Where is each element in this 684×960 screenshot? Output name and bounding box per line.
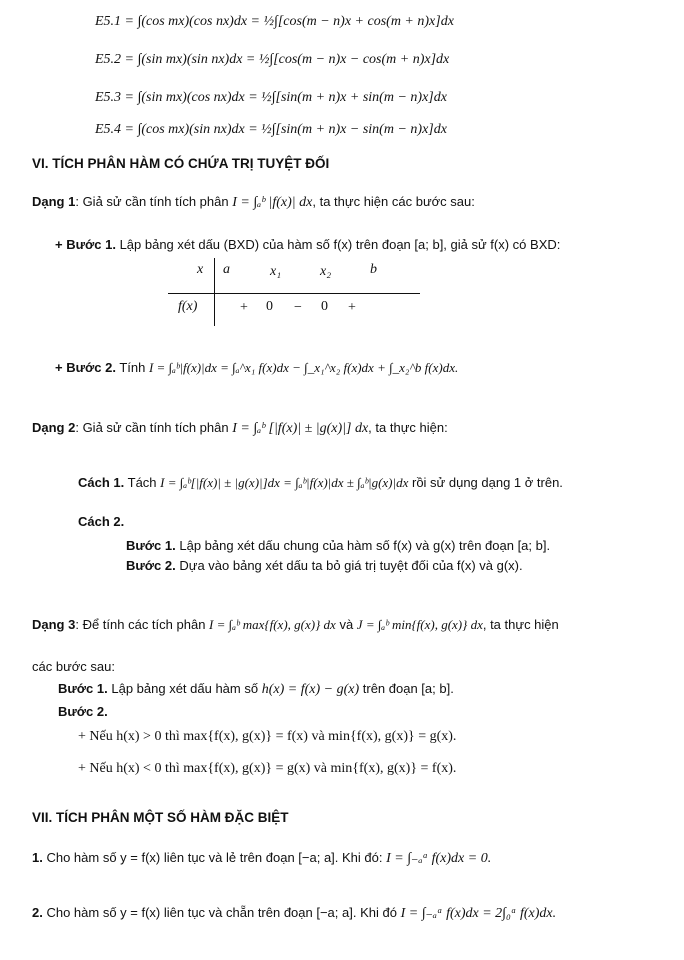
dang2-buoc1: [126, 538, 550, 553]
dang2-cach2-label: Cách 2.: [78, 514, 125, 529]
formula-e5-3: [95, 90, 447, 106]
dang2-label: Dạng 2: [32, 420, 76, 435]
section7-item1-formula: I = ∫₋ₐᵃ f(x)dx = 0.: [386, 851, 492, 866]
dang3-text-after: , ta thực hiện: [482, 617, 559, 632]
section7-item2: [32, 905, 556, 922]
formula-e5-2: [95, 52, 449, 68]
sign-table-row-label: f(x): [178, 299, 198, 314]
section-7-title: VII. TÍCH PHÂN MỘT SỐ HÀM ĐẶC BIỆT: [32, 810, 289, 825]
dang2-text-after: , ta thực hiện:: [368, 420, 448, 435]
dang2-buoc1-text: Lập bảng xét dấu chung của hàm số f(x) và g(x) trên đoạn [a; b].: [179, 538, 551, 553]
dang2-buoc1-label: Bước 1.: [126, 538, 176, 553]
dang1-text-after: , ta thực hiện các bước sau:: [312, 194, 475, 209]
dang2-buoc2-text: Dựa vào bảng xét dấu ta bỏ giá trị tuyệt đối của f(x) và g(x).: [179, 558, 523, 573]
dang3-buoc1-label: Bước 1.: [58, 681, 108, 696]
formula-e5-1-text: E5.1 = ∫(cos mx)(cos nx)dx = ½∫[cos(m − n)x + cos(m + n)x]dx: [95, 14, 454, 29]
sign-table-head-x: x: [197, 262, 204, 277]
formula-e5-4: [95, 122, 447, 138]
section7-item1-text: Cho hàm số y = f(x) liên tục và lẻ trên đoạn [−a; a]. Khi đó:: [46, 850, 383, 865]
section7-item2-formula: I = ∫₋ₐᵃ f(x)dx = 2∫₀ᵃ f(x)dx.: [400, 906, 557, 921]
dang3-buoc1-formula: h(x) = f(x) − g(x): [261, 682, 360, 697]
sign-table-vline: [214, 258, 215, 326]
dang3-buoc1: [58, 681, 454, 698]
sign-table-head-x2: x₂: [320, 264, 332, 279]
section7-item2-text: Cho hàm số y = f(x) liên tục và chẵn trên đoạn [−a; a]. Khi đó: [46, 905, 397, 920]
dang1-step2-text: Tính: [119, 360, 146, 375]
dang3-line: [32, 617, 559, 633]
dang1-step2-formula: I = ∫ₐᵇ|f(x)|dx = ∫ₐ^x₁ f(x)dx − ∫_x₁^x₂ f(x)dx + ∫_x₂^b f(x)dx.: [148, 360, 459, 375]
dang3-formula-min: J = ∫ₐᵇ min{f(x), g(x)} dx: [356, 617, 483, 632]
dang3-formula-max: I = ∫ₐᵇ max{f(x), g(x)} dx: [209, 617, 336, 632]
dang1-step1-text: Lập bảng xét dấu (BXD) của hàm số f(x) trên đoạn [a; b], giả sử f(x) có BXD:: [119, 237, 561, 252]
dang1-step2: [55, 360, 458, 376]
dang1-text-before: : Giả sử cần tính tích phân: [75, 194, 229, 209]
sign-table-head-x1: x₁: [270, 264, 282, 279]
dang2-buoc2: [126, 558, 523, 573]
dang1-step1: [55, 237, 560, 252]
formula-e5-2-text: E5.2 = ∫(sin mx)(sin nx)dx = ½∫[cos(m − n)x − cos(m + n)x]dx: [95, 52, 450, 67]
dang1-formula: I = ∫ₐᵇ |f(x)| dx: [232, 195, 313, 210]
dang3-text-before: : Để tính các tích phân: [75, 617, 206, 632]
dang2-text-before: : Giả sử cần tính tích phân: [75, 420, 229, 435]
sign-table-sign-4: 0: [321, 299, 328, 314]
formula-e5-4-text: E5.4 = ∫(cos mx)(sin nx)dx = ½∫[sin(m + n)x − sin(m − n)x]dx: [95, 122, 447, 137]
formula-e5-3-text: E5.3 = ∫(sin mx)(cos nx)dx = ½∫[sin(m + n)x + sin(m − n)x]dx: [95, 90, 447, 105]
dang2-formula: I = ∫ₐᵇ [|f(x)| ± |g(x)|] dx: [232, 421, 369, 436]
dang2-cach1-formula: I = ∫ₐᵇ[|f(x)| ± |g(x)|]dx = ∫ₐᵇ|f(x)|dx ± ∫ₐᵇ|g(x)|dx: [160, 475, 409, 490]
sign-table-sign-5: +: [348, 300, 356, 315]
dang3-buoc1-text: Lập bảng xét dấu hàm số: [111, 681, 259, 696]
sign-table-sign-3: −: [294, 300, 302, 315]
dang2-line: [32, 420, 448, 437]
sign-table-hline: [168, 293, 420, 294]
dang3-and: và: [339, 617, 354, 632]
dang1-line: [32, 194, 475, 211]
section7-item1-label: 1.: [32, 850, 43, 865]
dang1-step1-label: + Bước 1.: [55, 237, 116, 252]
dang2-cach1-label: Cách 1.: [78, 475, 125, 490]
sign-table-head-a: a: [223, 262, 230, 277]
formula-e5-1: [95, 14, 454, 30]
dang2-cach1-text: Tách: [127, 475, 157, 490]
dang1-step2-label: + Bước 2.: [55, 360, 116, 375]
dang2-cach1-after: rồi sử dụng dạng 1 ở trên.: [411, 475, 563, 490]
dang3-buoc2-label: Bước 2.: [58, 704, 108, 719]
dang1-label: Dạng 1: [32, 194, 76, 209]
dang2-buoc2-label: Bước 2.: [126, 558, 176, 573]
sign-table-sign-1: +: [240, 300, 248, 315]
section7-item2-label: 2.: [32, 905, 43, 920]
sign-table-head-b: b: [370, 262, 377, 277]
dang2-cach1: [78, 475, 563, 491]
dang3-case1: + Nếu h(x) > 0 thì max{f(x), g(x)} = f(x) và min{f(x), g(x)} = g(x).: [78, 729, 457, 744]
dang3-label: Dạng 3: [32, 617, 76, 632]
dang3-line2: các bước sau:: [32, 659, 115, 674]
section7-item1: [32, 850, 491, 867]
section-6-title: VI. TÍCH PHÂN HÀM CÓ CHỨA TRỊ TUYỆT ĐỐI: [32, 156, 330, 171]
dang3-case2: + Nếu h(x) < 0 thì max{f(x), g(x)} = g(x) và min{f(x), g(x)} = f(x).: [78, 761, 457, 776]
sign-table-sign-2: 0: [266, 299, 273, 314]
dang3-buoc1-after: trên đoạn [a; b].: [362, 681, 454, 696]
